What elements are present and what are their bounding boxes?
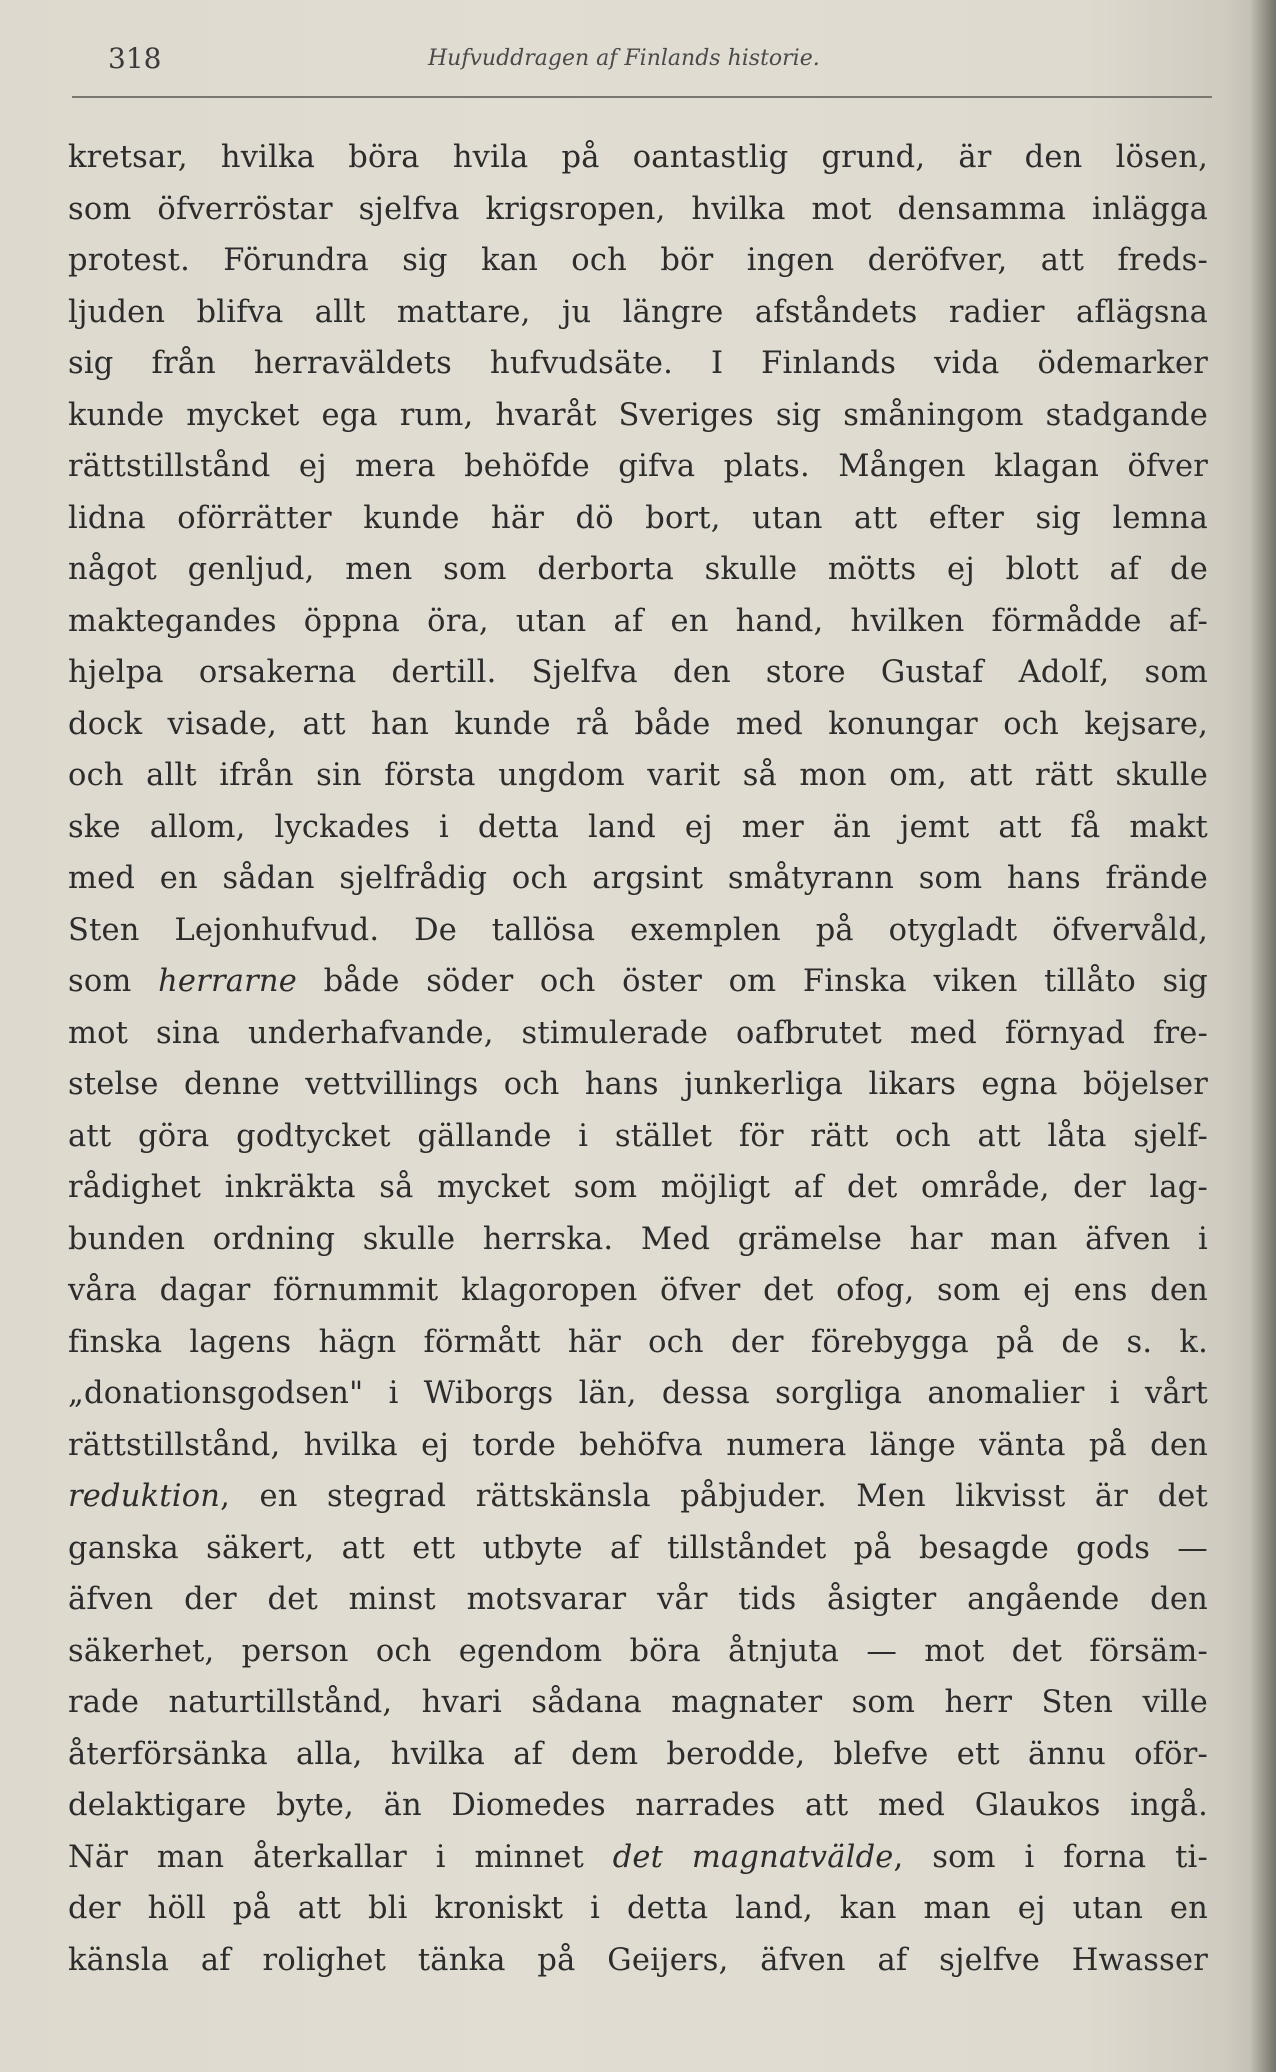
text-line: der höll på att bli kroniskt i detta land, kan man ej utan en	[68, 1891, 1208, 1926]
text-line: „donationsgodsen" i Wiborgs län, dessa sorgliga anomalier i vårt	[68, 1376, 1208, 1411]
text-line: känsla af rolighet tänka på Geijers, äfven af sjelfve Hwasser	[68, 1942, 1208, 1978]
running-title: Hufvuddragen af Finlands historie.	[428, 46, 820, 71]
italic-phrase: det magnatvälde	[612, 1839, 894, 1875]
text-line: ganska säkert, att ett utbyte af tillståndet på besagde gods —	[68, 1530, 1208, 1566]
text-line: delaktigare byte, än Diomedes narrades att med Glaukos ingå.	[68, 1788, 1208, 1823]
text-line: rådighet inkräkta så mycket som möjligt af det område, der lag-	[68, 1170, 1208, 1205]
text-line: som herrarne både söder och öster om Finska viken tillåto sig	[68, 964, 1208, 999]
text-line: rättstillstånd, hvilka ej torde behöfva numera länge vänta på den	[68, 1427, 1208, 1463]
text-line: att göra godtycket gällande i stället för rätt och att låta sjelf-	[68, 1118, 1208, 1154]
header-rule	[72, 96, 1212, 98]
text-line: med en sådan sjelfrådig och argsint småtyrann som hans frände	[68, 861, 1208, 896]
text-line: våra dagar förnummit klagoropen öfver det ofog, som ej ens den	[68, 1273, 1208, 1308]
text-line: maktegandes öppna öra, utan af en hand, hvilken förmådde af-	[68, 603, 1208, 639]
text-line: reduktion, en stegrad rättskänsla påbjuder. Men likvisst är det	[68, 1479, 1208, 1514]
text-line: kunde mycket ega rum, hvaråt Sveriges sig småningom stadgande	[68, 397, 1208, 433]
text-line: kretsar, hvilka böra hvila på oantastlig grund, är den lösen,	[68, 140, 1208, 175]
page-number: 318	[108, 42, 162, 75]
text-line: protest. Förundra sig kan och bör ingen deröfver, att freds-	[68, 243, 1208, 278]
text-line: säkerhet, person och egendom böra åtnjuta — mot det försäm-	[68, 1633, 1208, 1669]
page-header	[108, 38, 1212, 82]
text-line: rade naturtillstånd, hvari sådana magnater som herr Sten ville	[68, 1685, 1208, 1720]
page-edge-shadow	[1250, 0, 1276, 2072]
text-line: ljuden blifva allt mattare, ju längre afståndets radier aflägsna	[68, 294, 1208, 330]
text-line: Sten Lejonhufvud. De tallösa exemplen på otygladt öfvervåld,	[68, 912, 1208, 948]
text-line: något genljud, men som derborta skulle mötts ej blott af de	[68, 552, 1208, 587]
italic-phrase: reduktion	[68, 1479, 221, 1514]
text-line: rättstillstånd ej mera behöfde gifva plats. Mången klagan öfver	[68, 449, 1208, 484]
text-line: dock visade, att han kunde rå både med konungar och kejsare,	[68, 706, 1208, 742]
text-line: som öfverröstar sjelfva krigsropen, hvilka mot densamma inlägga	[68, 191, 1208, 227]
text-line: stelse denne vettvillings och hans junkerliga likars egna böjelser	[68, 1067, 1208, 1102]
text-line: äfven der det minst motsvarar vår tids åsigter angående den	[68, 1582, 1208, 1617]
text-line: ske allom, lyckades i detta land ej mer än jemt att få makt	[68, 809, 1208, 845]
text-line: och allt ifrån sin första ungdom varit så mon om, att rätt skulle	[68, 758, 1208, 793]
body-text	[68, 132, 1208, 1986]
text-line: sig från herraväldets hufvudsäte. I Finlands vida ödemarker	[68, 346, 1208, 381]
text-line: När man återkallar i minnet det magnatvälde, som i forna ti-	[68, 1839, 1208, 1875]
text-line: hjelpa orsakerna dertill. Sjelfva den store Gustaf Adolf, som	[68, 655, 1208, 690]
italic-phrase: herrarne	[158, 964, 298, 999]
text-line: lidna oförrätter kunde här dö bort, utan att efter sig lemna	[68, 500, 1208, 536]
text-line: finska lagens hägn förmått här och der förebygga på de s. k.	[68, 1324, 1208, 1360]
text-line: återförsänka alla, hvilka af dem berodde, blefve ett ännu oför-	[68, 1736, 1208, 1772]
text-line: mot sina underhafvande, stimulerade oafbrutet med förnyad fre-	[68, 1015, 1208, 1051]
text-line: bunden ordning skulle herrska. Med grämelse har man äfven i	[68, 1221, 1208, 1257]
